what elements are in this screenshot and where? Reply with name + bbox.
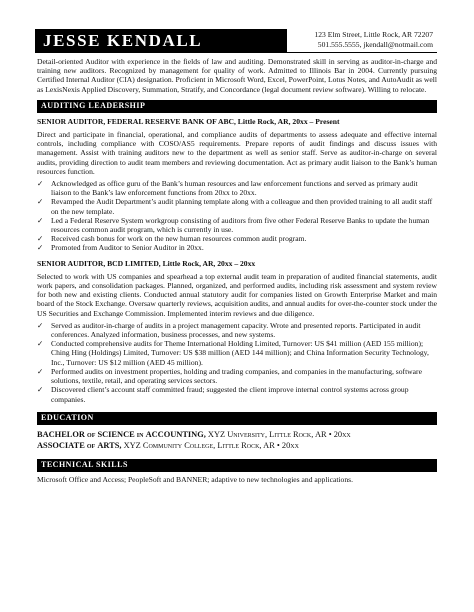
list-item: ✓ Conducted comprehensive audits for Theme International Holding Limited, Turnover: US $41 million (AED 155 million); Ching Hing (Holdings) Limited, Turnover: US $38 million (AED 144 million); and China Information Security Technology, Inc., Turnover: US $12 million (AED 45 million).: [37, 339, 429, 367]
section-auditing-leadership: AUDITING LEADERSHIP: [37, 100, 437, 113]
contact-info: [314, 30, 433, 49]
check-icon: ✓: [37, 320, 44, 330]
check-icon: ✓: [37, 197, 44, 207]
section-education: EDUCATION: [37, 412, 437, 425]
list-item: ✓ Performed audits on investment properties, holding and trading companies, and companies in the manufacturing, software solutions, textile, retail, and operating services sectors.: [37, 366, 422, 386]
check-icon: ✓: [37, 243, 44, 253]
job-bullets-2: [37, 321, 437, 404]
check-icon: ✓: [37, 179, 44, 189]
job-description-2: Selected to work with US companies and spearhead a top external audit team in preparation of audited financial statements, audit work papers, and consolidation packages. Planned, organized, and performed audits, including risk assessment and system review for both new and existing clients. Conducted annual statutory audit for companies listed on Growth Enterprise Market and main board of the Stock Exchange. Oversaw quarterly reviews, acquisition audits, and annual audits for over-the-counter stock under the US Securities and Exchange Commission. Implemented interim reviews and due diligence.: [37, 271, 437, 318]
education-entry-2: ASSOCIATE of ARTS, XYZ Community College, Little Rock, AR • 20xx: [37, 440, 299, 450]
check-icon: ✓: [37, 385, 44, 395]
list-item: ✓ Received cash bonus for work on the new human resources common audit program.: [37, 234, 307, 244]
address: 123 Elm Street, Little Rock, AR 72207: [314, 30, 433, 39]
summary: Detail-oriented Auditor with experience in the fields of law and auditing. Demonstrated skill in serving as auditor-in-charge and training new auditors. Recognized by management for quality of work. Admitted to Illinois Bar in 2004. Currently pursuing Certified Internal Auditor (CIA) designation. Proficient in Microsoft Word, Excel, PowerPoint, Lotus Notes, and AutoAudit as well as LexisNexis Applied Discovery, Summation, Stratify, and Concordance (legal document review software). Willing to relocate.: [37, 57, 437, 94]
list-item: ✓ Promoted from Auditor to Senior Auditor in 20xx.: [37, 243, 204, 253]
list-item: ✓ Revamped the Audit Department’s audit planning template along with a colleague and then provided training to all audit staff on the new template.: [37, 197, 433, 216]
phone-email: 501.555.5555, jkendall@notmail.com: [317, 39, 433, 49]
check-icon: ✓: [37, 366, 44, 376]
resume-body: [37, 57, 437, 484]
list-item: ✓ Discovered client’s account staff committed fraud; suggested the client improve internal control systems across group companies.: [37, 385, 409, 404]
resume-header: [35, 29, 437, 53]
job-title-1: SENIOR AUDITOR, FEDERAL RESERVE BANK OF ABC, Little Rock, AR, 20xx – Present: [37, 116, 340, 126]
check-icon: ✓: [37, 339, 44, 349]
job-title-2: SENIOR AUDITOR, BCD LIMITED, Little Rock, AR, 20xx – 20xx: [37, 258, 256, 268]
job-description-1: Direct and participate in financial, operational, and compliance audits of departments to assess adequate and effective internal controls, including compliance with COSO/AS5 requirements. Prepare reports of audit findings and discuss issues with management. Assist with training auditors new to the department as well as senior staff. Serve as auditor-in-charge on several audits, providing direction to audit team members and reviewing documentation. Act as primary audit liaison to the Bank’s human resources function.: [37, 130, 437, 176]
list-item: ✓ Acknowledged as office guru of the Bank’s human resources and law enforcement functions and served as primary audit liaison to the Bank’s law enforcement functions from 20xx to 20xx.: [37, 179, 418, 198]
list-item: ✓ Led a Federal Reserve System workgroup consisting of auditors from five other Federal Reserve Banks to update the human resources common audit program, which is currently in use.: [37, 215, 430, 235]
candidate-name: JESSE KENDALL: [35, 29, 287, 52]
list-item: ✓ Served as auditor-in-charge of audits in a project management capacity. Wrote and presented reports. Participated in audit conferences. Analyzed information, business processes, and new systems.: [37, 320, 421, 340]
education-entry-1: BACHELOR of SCIENCE in ACCOUNTING, XYZ University, Little Rock, AR • 20xx: [37, 429, 351, 439]
section-technical-skills: TECHNICAL SKILLS: [37, 459, 437, 472]
check-icon: ✓: [37, 234, 44, 244]
job-bullets-1: [37, 179, 437, 253]
check-icon: ✓: [37, 215, 44, 225]
skills-text: Microsoft Office and Access; PeopleSoft and BANNER; adaptive to new technologies and applications.: [37, 474, 353, 484]
